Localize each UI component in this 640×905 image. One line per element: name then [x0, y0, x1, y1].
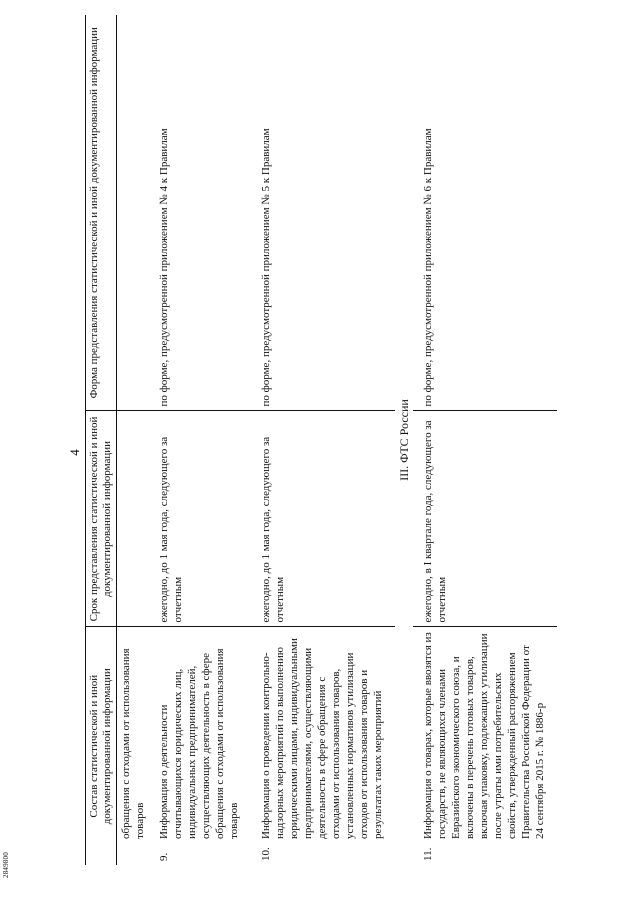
cell-form: по форме, предусмотренной приложением № 4 к Правилам [149, 15, 251, 411]
cell-term: ежегодно, в I квартале года, следующего за отчетным [413, 411, 557, 627]
section-row [395, 15, 413, 865]
table-row [149, 15, 251, 865]
cell-number: 9. [158, 852, 170, 861]
cell-form: по форме, предусмотренной приложением № 5 к Правилам [251, 15, 395, 411]
cell-composition: Информация о проведении контрольно-надзорных мероприятий по выполнению юридическими лицами, индивидуальными предпринимателями, осуществляющими деятельность в сфере обращения с отходами от использования товаров, установленных нормативов утилизации отходов от использования товаров и результатах таких мероприятий [260, 638, 384, 839]
info-table [85, 15, 557, 865]
section-title: III. ФТС России [397, 399, 411, 481]
cell-number: 11. [422, 847, 434, 861]
cell-composition: Информация о товарах, которые ввозятся из государств, не являющихся членами Евразийского экономического союза, и включены в перечень готовых товаров, включая упаковку, подлежащих утилизации после утраты ими потребительских свойств, утвержденный распоряжением Правительства Российской Федерации от 24 сентября 2015 г. № 1886-р [422, 632, 546, 839]
cell-composition: Информация о деятельности отчитывающихся юридических лиц, индивидуальных предпринимателей, осуществляющих деятельность в сфере обращения с отходами от использования товаров [158, 648, 240, 839]
table-row [413, 15, 557, 865]
document-id: 2849800 [2, 852, 10, 878]
header-term: Срок представления статистической и иной документированной информации [86, 411, 117, 627]
table-header-row [86, 15, 117, 865]
cell-term: ежегодно, до 1 мая года, следующего за отчетным [251, 411, 395, 627]
cell-number: 10. [260, 847, 272, 861]
cell-form: по форме, предусмотренной приложением № 6 к Правилам [413, 15, 557, 411]
cell-composition: обращения с отходами от использования товаров [120, 648, 146, 839]
page-number: 4 [67, 449, 82, 456]
cell-term: ежегодно, до 1 мая года, следующего за отчетным [149, 411, 251, 627]
header-composition: Состав статистической и иной документированной информации [86, 627, 117, 865]
table-row-continuation [117, 15, 150, 865]
table-row [251, 15, 395, 865]
header-form: Форма представления статистической и иной документированной информации [86, 15, 117, 411]
